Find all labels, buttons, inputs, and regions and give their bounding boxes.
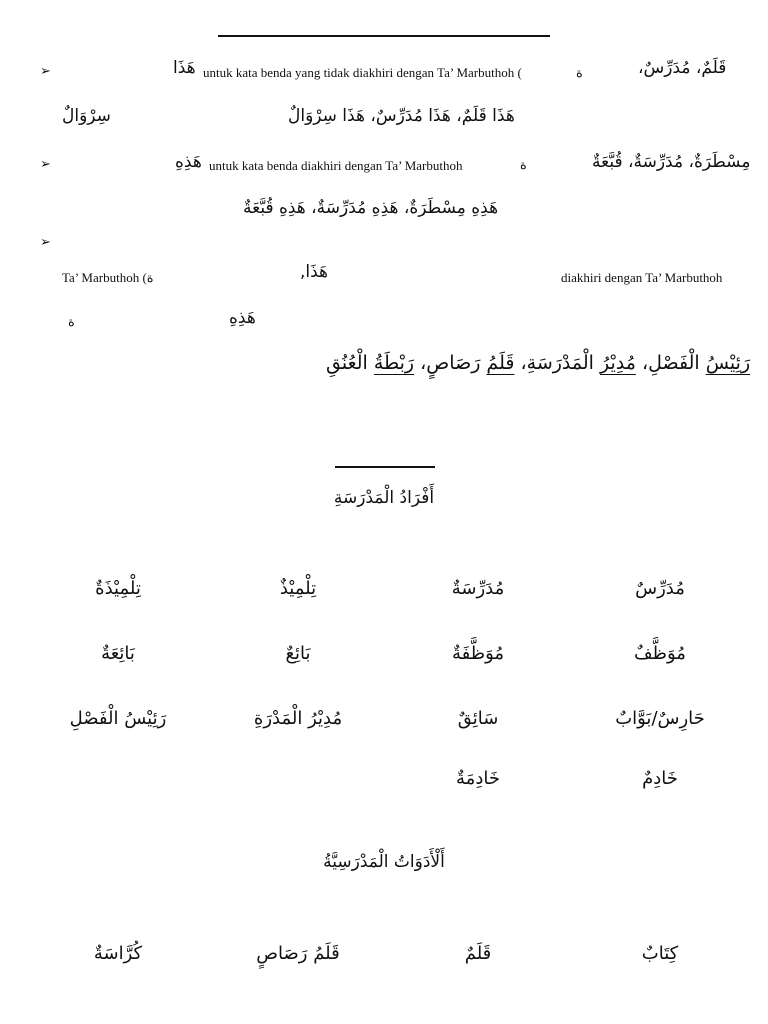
ta-marbuthoh-char-2: ة	[520, 157, 527, 172]
vocab-cell: مُدِيْرُ الْمَدْرَةِ	[253, 708, 343, 729]
vocab-cell: مُوَظَّفَةٌ	[451, 643, 505, 664]
vocab-cell: مُدَرِّسَةٌ	[451, 578, 505, 599]
vocab-cell: سَائِقٌ	[457, 708, 499, 729]
hadzihi-word: هَذِهِ	[175, 152, 202, 172]
idhafah-examples	[326, 352, 750, 374]
vocab-cell: خَادِمَةٌ	[456, 768, 500, 789]
vocab-cell: مُدَرِّسٌ	[635, 578, 685, 599]
sirwal-word: سِرْوَالٌ	[62, 106, 111, 126]
section-title-school-members: أَفْرَادُ الْمَدْرَسَةِ	[333, 488, 435, 508]
ta-marbuthoh-char-1: ة	[576, 65, 583, 80]
idhafah-mudhaf-1: رَئِيْسُ	[705, 352, 751, 374]
bullet-3: ➢	[40, 235, 51, 250]
idhafah-mudhaf-ilaih-2: الْمَدْرَسَةِ،	[520, 352, 594, 374]
vocab-cell: كُرَّاسَةٌ	[93, 943, 143, 964]
idhafah-mudhaf-4: رَبْطَةُ	[373, 352, 415, 374]
top-divider	[218, 35, 550, 37]
example-sentence-2: هَذِهِ مِسْطَرَةٌ، هَذِهِ مُدَرِّسَةٌ، هَذِهِ قُبَّعَةٌ	[243, 198, 499, 218]
example-words-2: مِسْطَرَةٌ، مُدَرِّسَةٌ، قُبَّعَةٌ	[592, 152, 751, 172]
example-sentence-1: هَذَا قَلَمٌ، هَذَا مُدَرِّسٌ، هَذَا سِرْوَالٌ	[288, 106, 515, 126]
hadza-word: هَذَا	[173, 58, 196, 78]
vocab-cell: حَارِسٌ/بَوَّابٌ	[615, 708, 705, 729]
vocab-cell: رَئِيْسُ الْفَصْلِ	[69, 708, 167, 729]
vocab-cell: كِتَابٌ	[641, 943, 679, 964]
vocab-cell: تِلْمِيْذٌ	[279, 578, 317, 599]
bullet-1: ➢	[40, 64, 51, 79]
bullet-2: ➢	[40, 157, 51, 172]
vocab-cell: خَادِمٌ	[642, 768, 678, 789]
rule-text-3-left: Ta’ Marbuthoh (ة	[62, 270, 154, 285]
hadzihi-word-2: هَذِهِ	[229, 308, 256, 328]
section-divider	[335, 466, 435, 468]
section-title-school-tools: أَلْأَدَوَاتُ الْمَدْرَسِيَّةُ	[323, 852, 445, 872]
example-words-1: قَلَمٌ، مُدَرِّسٌ،	[638, 58, 727, 78]
idhafah-mudhaf-ilaih-3: رَصَاصٍ،	[420, 352, 481, 374]
idhafah-mudhaf-2: مُدِيْرُ	[600, 352, 636, 374]
idhafah-mudhaf-ilaih-1: الْفَصْلِ،	[641, 352, 700, 374]
vocab-cell: قَلَمُ رَصَاصٍ	[256, 943, 340, 964]
rule-text-1: untuk kata benda yang tidak diakhiri dengan Ta’ Marbuthoh (	[203, 65, 522, 80]
vocab-cell: تِلْمِيْذَةٌ	[95, 578, 141, 599]
rule-text-3-right: diakhiri dengan Ta’ Marbuthoh	[561, 270, 723, 285]
vocab-cell: مُوَظَّفٌ	[634, 643, 686, 664]
idhafah-mudhaf-3: قَلَمُ	[486, 352, 515, 374]
ta-marbuthoh-char-3: ة	[68, 314, 75, 329]
rule-text-2: untuk kata benda diakhiri dengan Ta’ Marbuthoh	[209, 158, 463, 173]
vocab-cell: بَائِعَةٌ	[101, 643, 135, 664]
vocab-cell: قَلَمٌ	[464, 943, 492, 964]
hadza-word-2: هَذَا,	[300, 262, 329, 282]
vocab-cell: بَائِعٌ	[285, 643, 311, 664]
idhafah-mudhaf-ilaih-4: الْعُنُقِ	[326, 352, 368, 374]
